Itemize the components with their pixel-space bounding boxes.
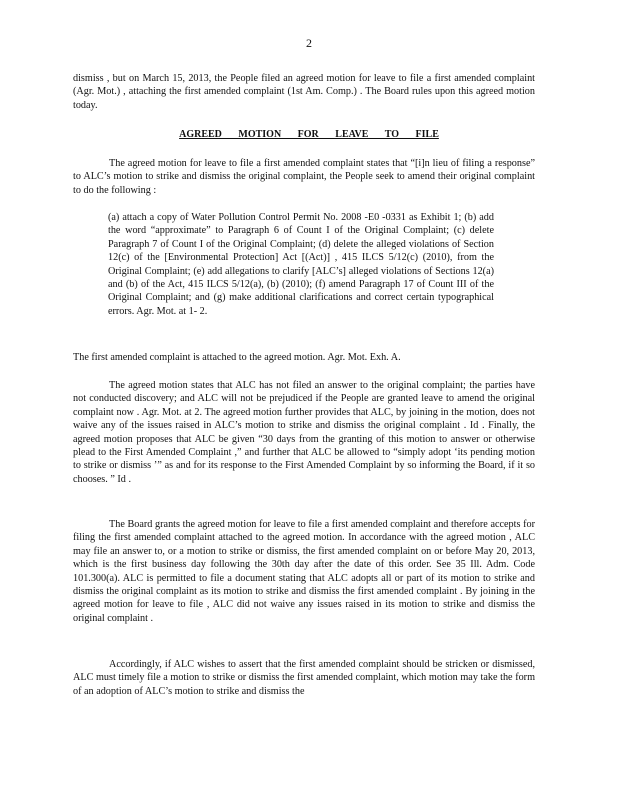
states-paragraph bbox=[73, 379, 535, 486]
heading-text: AGREED MOTION FOR LEAVE TO FILE bbox=[179, 129, 439, 140]
section-heading bbox=[0, 129, 618, 140]
paragraph-attached: The first amended complaint is attached to the agreed motion. Agr. Mot. Exh. A. bbox=[73, 352, 401, 363]
attached-paragraph bbox=[73, 351, 535, 364]
block-quote-text: (a) attach a copy of Water Pollution Control Permit No. 2008 -E0 -0331 as Exhibit 1; (b) add the word “approximate” to Paragraph 6 of Count I of the Original Complaint; (c) delete Paragraph 7 of Count I of the Original Complaint; (d) delete the alleged violations of Section 12(c) of the [Environmental Protection] Act [(Act)] , 415 ILCS 5/12(c) (2010), from the Original Complaint; (e) add allegations to clarify [ALC’s] alleged violations of Sections 12(a) and (b) of the Act, 415 ILCS 5/12(a), (b) (2010); (f) amend Paragraph 17 of Count III of the Original Complaint; and (g) make additional clarifications and correct certain typographical errors. Agr. Mot. at 1- 2. bbox=[108, 212, 494, 317]
paragraph-motion: The agreed motion for leave to file a first amended complaint states that “[i]n lieu of filing a response” to ALC’s motion to strike and dismiss the original complaint, the People seek to amend their original complaint to do the following : bbox=[73, 158, 535, 196]
grants-paragraph bbox=[73, 518, 535, 625]
intro-paragraph bbox=[73, 72, 535, 112]
paragraph-accordingly: Accordingly, if ALC wishes to assert that the first amended complaint should be stricken or dismissed, ALC must timely file a motion to strike or dismiss the first amended complaint, which motion may take the form of an adoption of ALC’s motion to strike and dismiss the bbox=[73, 659, 535, 697]
paragraph-states: The agreed motion states that ALC has not filed an answer to the original complaint; the parties have not conducted discovery; and ALC will not be prejudiced if the People are granted leave to amend the original complaint now . Agr. Mot. at 2. The agreed motion further provides that ALC, by joining in the motion, does not waive any of the issues raised in ALC’s motion to strike and dismiss the original complaint . Id . Finally, the agreed motion proposes that ALC be given “30 days from the granting of this motion to answer or otherwise plead to the First Amended Complaint ,” and further that ALC be allowed to “simply adopt ‘its pending motion to strike or dismiss ’” as and for its response to the First Amended Complaint by so informing the Board, if it so chooses. ” Id . bbox=[73, 380, 535, 485]
page-number: 2 bbox=[306, 36, 312, 50]
block-quote bbox=[108, 211, 494, 318]
paragraph-grants: The Board grants the agreed motion for leave to file a first amended complaint and therefore accepts for filing the first amended complaint attached to the agreed motion. In accordance with the agreed motion , ALC may file an answer to, or a motion to strike or dismiss, the first amended complaint on or before May 20, 2013, which is the first business day following the 30th day after the date of this order. See 35 Ill. Adm. Code 101.300(a). ALC is permitted to file a document stating that ALC adopts all or part of its motion to strike and dismiss the original complaint as its motion to strike and dismiss the first amended complaint . By joining in the agreed motion for leave to file , ALC did not waive any issues raised in its motion to strike and dismiss the original complaint . bbox=[73, 519, 535, 624]
motion-paragraph bbox=[73, 157, 535, 197]
paragraph-intro: dismiss , but on March 15, 2013, the People filed an agreed motion for leave to file a first amended complaint (Agr. Mot.) , attaching the first amended complaint (1st Am. Comp.) . The Board rules upon this agreed motion today. bbox=[73, 73, 535, 111]
accordingly-paragraph bbox=[73, 658, 535, 698]
